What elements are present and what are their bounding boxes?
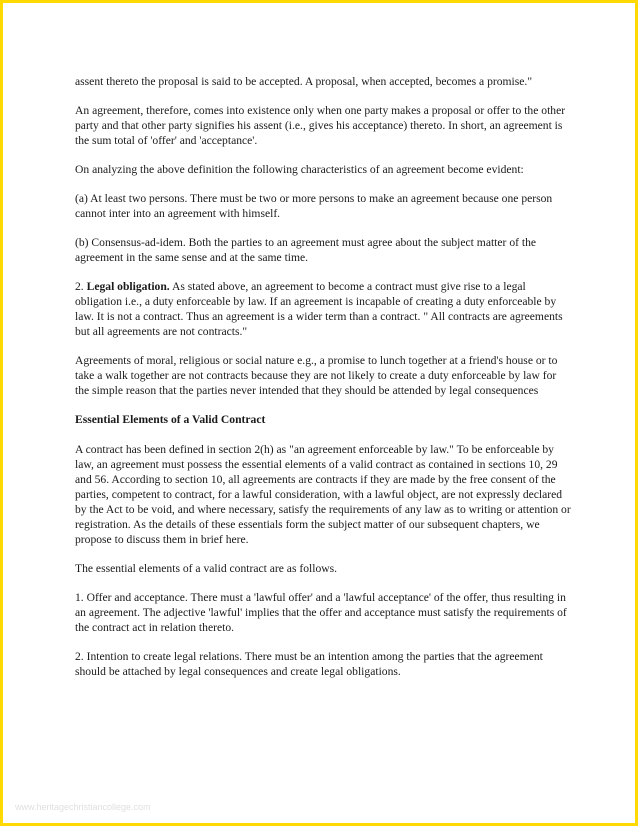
paragraph-intention-legal-relations: 2. Intention to create legal relations. There must be an intention among the parties that the agreement should be attached by legal consequences and create legal obligations. [75,650,543,678]
paragraph-characteristics-intro: On analyzing the above definition the following characteristics of an agreement become evident: [75,163,524,176]
paragraph-legal-obligation [75,279,571,339]
watermark: www.heritagechristiancollege.com [15,802,151,812]
legal-obligation-heading: Legal obligation. [86,280,170,293]
paragraph-elements-intro: The essential elements of a valid contract are as follows. [75,562,338,575]
paragraph-offer-acceptance: 1. Offer and acceptance. There must a 'lawful offer' and a 'lawful acceptance' of the offer, thus resulting in an agreement. The adjective 'lawful' implies that the offer and acceptance must satisfy the requirements of the contract act in relation thereto. [75,591,567,634]
section-heading: Essential Elements of a Valid Contract [75,413,266,426]
paragraph-contract-definition: A contract has been defined in section 2(h) as "an agreement enforceable by law." To be enforceable by law, an agreement must possess the essential elements of a valid contract as contained in sections 10, 29 and 56. According to section 10, all agreements are contracts if they are made by the free consent of the parties, competent to contract, for a lawful consideration, with a lawful object, are not expressly declared by the Act to be void, and where necessary, satisfy the requirements of any law as to writing or attention or registration. As the details of these essentials form the subject matter of our subsequent chapters, we propose to discuss them in brief here. [75,443,571,546]
paragraph-agreement-definition: An agreement, therefore, comes into existence only when one party makes a proposal or offer to the other party and that other party signifies his assent (i.e., gives his acceptance) thereto. In short, an agreement is the sum total of 'offer' and 'acceptance'. [75,104,566,147]
legal-obligation-text: As stated above, an agreement to become a contract must give rise to a legal obligation i.e., a duty enforceable by law. If an agreement is incapable of creating a duty enforceable by law. It is not a contract. Thus an agreement is a wider term than a contract. " All contracts are agreements but all agreements are not contracts." [75,280,563,338]
paragraph-consensus-ad-idem: (b) Consensus-ad-idem. Both the parties to an agreement must agree about the subject matter of the agreement in the same sense and at the same time. [75,236,537,264]
document-body [75,74,571,693]
paragraph-moral-agreements: Agreements of moral, religious or social nature e.g., a promise to lunch together at a friend's house or to take a walk together are not contracts because they are not likely to create a duty enforceable by law for the simple reason that the parties never intended that they should be attended by legal consequences [75,354,558,397]
document-page [3,3,635,823]
paragraph-proposal-accepted: assent thereto the proposal is said to be accepted. A proposal, when accepted, becomes a promise." [75,75,533,88]
paragraph-two-persons: (a) At least two persons. There must be two or more persons to make an agreement because one person cannot inter into an agreement with himself. [75,192,553,220]
legal-obligation-number: 2. [75,280,87,293]
